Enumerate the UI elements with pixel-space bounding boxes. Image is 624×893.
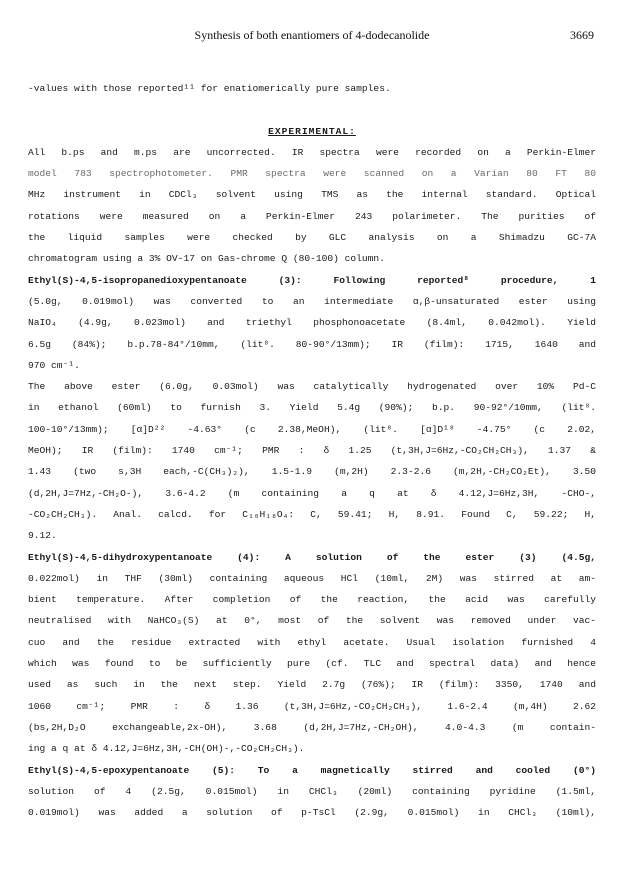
text-line: ing a q at δ 4.12,J=6Hz,3H,-CH(OH)-,-CO₂CH₂CH₃). — [28, 743, 305, 755]
text-line: model 783 spectrophotometer. PMR spectra were scanned on a Varian 80 FT 80 — [28, 168, 596, 180]
text-line: (bs,2H,D₂O exchangeable,2x-OH), 3.68 (d,2H,J=7Hz,-CH₂OH), 4.0-4.3 (m contain- — [28, 721, 596, 733]
text-line: 1060 cm⁻¹; PMR : δ 1.36 (t,3H,J=6Hz,-CO₂CH₂CH₃), 1.6-2.4 (m,4H) 2.62 — [28, 700, 596, 712]
text-line: 6.5g (84%); b.p.78-84°/10mm, (lit⁸. 80-90°/13mm); IR (film): 1715, 1640 and — [28, 338, 596, 350]
text-line: neutralised with NaHCO₃(S) at 0°, most of the solvent was removed under vac- — [28, 615, 596, 627]
text-line: 970 cm⁻¹. — [28, 359, 80, 371]
text-line: in ethanol (60ml) to furnish 3. Yield 5.4g (90%); b.p. 90-92°/10mm, (lit⁸. — [28, 402, 596, 414]
page-number: 3669 — [570, 28, 594, 42]
text-line: MHz instrument in CDCl₃ solvent using TMS as the internal standard. Optical — [28, 189, 596, 201]
text-line: 0.022mol) in THF (30ml) containing aqueous HCl (10ml, 2M) was stirred at am- — [28, 572, 596, 584]
text-line: NaIO₄ (4.9g, 0.023mol) and triethyl phosphonoacetate (8.4ml, 0.042mol). Yield — [28, 317, 596, 329]
text-line: used as such in the next step. Yield 2.7g (76%); IR (film): 3350, 1740 and — [28, 679, 596, 691]
text-line: -CO₂CH₂CH₃). Anal. calcd. for C₁₀H₁₈O₄: C, 59.41; H, 8.91. Found C, 59.22; H, — [28, 508, 596, 520]
text-line: -values with those reported¹¹ for enatiomerically pure samples. — [28, 83, 391, 94]
running-title: Synthesis of both enantiomers of 4-dodecanolide — [194, 28, 430, 42]
text-line: solution of 4 (2.5g, 0.015mol) in CHCl₃ (20ml) containing pyridine (1.5ml, — [28, 785, 596, 797]
blank-line — [28, 99, 596, 120]
compound-heading: Ethyl(S)-4,5-isopropanedioxypentanoate (3): Following reported⁸ procedure, 1 — [28, 274, 596, 286]
compound-heading: Ethyl(S)-4,5-dihydroxypentanoate (4): A solution of the ester (3) (4.5g, — [28, 551, 596, 563]
text-line: the liquid samples were checked by GLC analysis on a Shimadzu GC-7A — [28, 232, 596, 244]
text-line: All b.ps and m.ps are uncorrected. IR spectra were recorded on a Perkin-Elmer — [28, 146, 596, 158]
text-line: (d,2H,J=7Hz,-CH₂O-), 3.6-4.2 (m containing a q at δ 4.12,J=6Hz,3H, -CHO-, — [28, 487, 596, 499]
body-text — [28, 78, 596, 823]
section-heading: EXPERIMENTAL: — [268, 125, 356, 137]
text-line: bient temperature. After completion of the reaction, the acid was carefully — [28, 594, 596, 606]
text-line: 1.43 (two s,3H each,-C(CH₃)₂), 1.5-1.9 (m,2H) 2.3-2.6 (m,2H,-CH₂CO₂Et), 3.50 — [28, 466, 596, 478]
text-line: 0.019mol) was added a solution of p-TsCl (2.9g, 0.015mol) in CHCl₃ (10ml), — [28, 807, 596, 819]
text-line: 9.12. — [28, 530, 57, 542]
text-line: chromatogram using a 3% OV-17 on Gas-chrome Q (80-100) column. — [28, 253, 385, 265]
text-line: (5.0g, 0.019mol) was converted to an intermediate α,β-unsaturated ester using — [28, 295, 596, 307]
text-line: The above ester (6.0g, 0.03mol) was catalytically hydrogenated over 10% Pd-C — [28, 381, 596, 393]
text-line: which was found to be sufficiently pure (cf. TLC and spectral data) and hence — [28, 658, 596, 670]
compound-heading: Ethyl(S)-4,5-epoxypentanoate (5): To a magnetically stirred and cooled (0°) — [28, 764, 596, 776]
text-line: cuo and the residue extracted with ethyl acetate. Usual isolation furnished 4 — [28, 636, 596, 648]
text-line: rotations were measured on a Perkin-Elmer 243 polarimeter. The purities of — [28, 210, 596, 222]
text-line: 100-10°/13mm); [α]D²² -4.63° (c 2.38,MeOH), (lit⁸. [α]D¹⁸ -4.75° (c 2.02, — [28, 423, 596, 435]
text-line: MeOH); IR (film): 1740 cm⁻¹; PMR : δ 1.25 (t,3H,J=6Hz,-CO₂CH₂CH₃), 1.37 & — [28, 445, 596, 457]
